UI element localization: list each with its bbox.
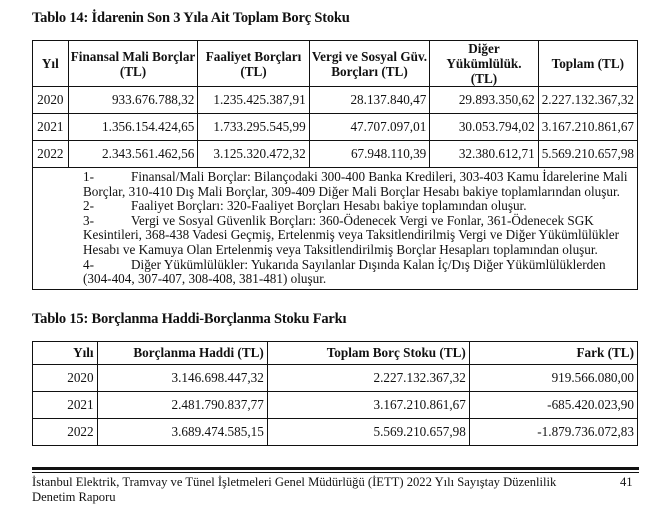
table-notes — [33, 168, 638, 290]
note-number: 1- — [83, 169, 94, 184]
footer-text: İstanbul Elektrik, Tramvay ve Tünel İşletmeleri Genel Müdürlüğü (İETT) 2022 Yılı Sayıştay Düzenlilik Denetim Raporu — [32, 475, 557, 504]
table-row — [33, 141, 638, 168]
cell-tax-social-security-debts: 47.707.097,01 — [309, 114, 430, 141]
note-number: 2- — [83, 198, 94, 214]
note-number: 3- — [83, 212, 94, 228]
table-row — [33, 392, 638, 419]
cell-operating-debts: 1.733.295.545,99 — [198, 114, 309, 141]
cell-tax-social-security-debts: 67.948.110,39 — [309, 141, 430, 168]
header-difference: Fark (TL) — [469, 342, 637, 365]
table-14-title: Tablo 14: İdarenin Son 3 Yıla Ait Toplam Borç Stoku — [32, 10, 350, 26]
cell-year: 2022 — [33, 141, 69, 168]
header-total: Toplam (TL) — [538, 41, 637, 87]
cell-year: 2020 — [33, 365, 98, 392]
note-text: Vergi ve Sosyal Güvenlik Borçları: 360-Ödenecek Vergi ve Fonlar, 361-Ödenecek SGK Kesintileri, 368-438 Vadesi Geçmiş, Ertelenmiş veya Taksitlendirilmiş Vergi ve Diğer Yükümlülükler Hesabı ve Kamuya Olan Ertelenmiş veya Taksitlendirilmiş Borçlar Hesapları toplamından oluşur. — [83, 212, 620, 257]
table-row — [33, 87, 638, 114]
cell-difference: -685.420.023,90 — [469, 392, 637, 419]
header-total-debt-stock: Toplam Borç Stoku (TL) — [267, 342, 469, 365]
cell-difference: -1.879.736.072,83 — [469, 419, 637, 446]
cell-total-debt-stock: 2.227.132.367,32 — [267, 365, 469, 392]
cell-year: 2021 — [33, 114, 69, 141]
cell-total-debt-stock: 5.569.210.657,98 — [267, 419, 469, 446]
debt-stock-table — [32, 40, 638, 290]
cell-other-liabilities: 30.053.794,02 — [430, 114, 538, 141]
header-borrowing-limit: Borçlanma Haddi (TL) — [97, 342, 267, 365]
note-text: Finansal/Mali Borçlar: Bilançodaki 300-400 Banka Kredileri, 303-403 Kamu İdarelerine Mali Borçlar, 310-410 Dış Mali Borçlar, 309-409 Diğer Mali Borçlar Hesabı bakiye toplamlarından oluşur. — [83, 169, 628, 199]
cell-borrowing-limit: 3.146.698.447,32 — [97, 365, 267, 392]
header-tax-social-security-debts: Vergi ve Sosyal Güv. Borçları (TL) — [309, 41, 430, 87]
cell-operating-debts: 1.235.425.387,91 — [198, 87, 309, 114]
note-text: Diğer Yükümlülükler: Yukarıda Sayılanlar Dışında Kalan İç/Dış Diğer Yükümlülüklerden (304-404, 307-407, 308-408, 381-481) oluşur. — [83, 256, 606, 287]
header-year: Yılı — [33, 342, 98, 365]
table-row — [33, 365, 638, 392]
cell-financial-debts: 1.356.154.424,65 — [68, 114, 198, 141]
table-row — [33, 419, 638, 446]
header-other-liabilities: Diğer Yükümlülük. (TL) — [430, 41, 538, 87]
cell-other-liabilities: 32.380.612,71 — [430, 141, 538, 168]
cell-total: 3.167.210.861,67 — [538, 114, 637, 141]
borrowing-limit-table — [32, 341, 638, 446]
cell-year: 2022 — [33, 419, 98, 446]
cell-tax-social-security-debts: 28.137.840,47 — [309, 87, 430, 114]
table-row — [33, 114, 638, 141]
cell-operating-debts: 3.125.320.472,32 — [198, 141, 309, 168]
table-header-row — [33, 342, 638, 365]
cell-year: 2020 — [33, 87, 69, 114]
cell-total: 5.569.210.657,98 — [538, 141, 637, 168]
cell-total: 2.227.132.367,32 — [538, 87, 637, 114]
note-number: 4- — [83, 256, 94, 272]
cell-financial-debts: 933.676.788,32 — [68, 87, 198, 114]
table-15-title: Tablo 15: Borçlanma Haddi-Borçlanma Stoku Farkı — [32, 311, 347, 327]
table-header-row — [33, 41, 638, 87]
note-item — [83, 258, 633, 287]
cell-difference: 919.566.080,00 — [469, 365, 637, 392]
note-item — [83, 170, 633, 199]
footer-divider-thick — [32, 467, 639, 470]
notes-row — [33, 168, 638, 290]
page-number: 41 — [620, 475, 633, 489]
cell-total-debt-stock: 3.167.210.861,67 — [267, 392, 469, 419]
note-text: Faaliyet Borçları: 320-Faaliyet Borçları Hesabı bakiye toplamından oluşur. — [131, 198, 527, 214]
cell-borrowing-limit: 3.689.474.585,15 — [97, 419, 267, 446]
header-year: Yıl — [33, 41, 69, 87]
cell-borrowing-limit: 2.481.790.837,77 — [97, 392, 267, 419]
footer-divider-thin — [32, 472, 639, 473]
cell-year: 2021 — [33, 392, 98, 419]
header-operating-debts: Faaliyet Borçları (TL) — [198, 41, 309, 87]
cell-financial-debts: 2.343.561.462,56 — [68, 141, 198, 168]
note-item — [83, 199, 633, 214]
note-item — [83, 214, 633, 258]
cell-other-liabilities: 29.893.350,62 — [430, 87, 538, 114]
header-financial-debts: Finansal Mali Borçlar (TL) — [68, 41, 198, 87]
